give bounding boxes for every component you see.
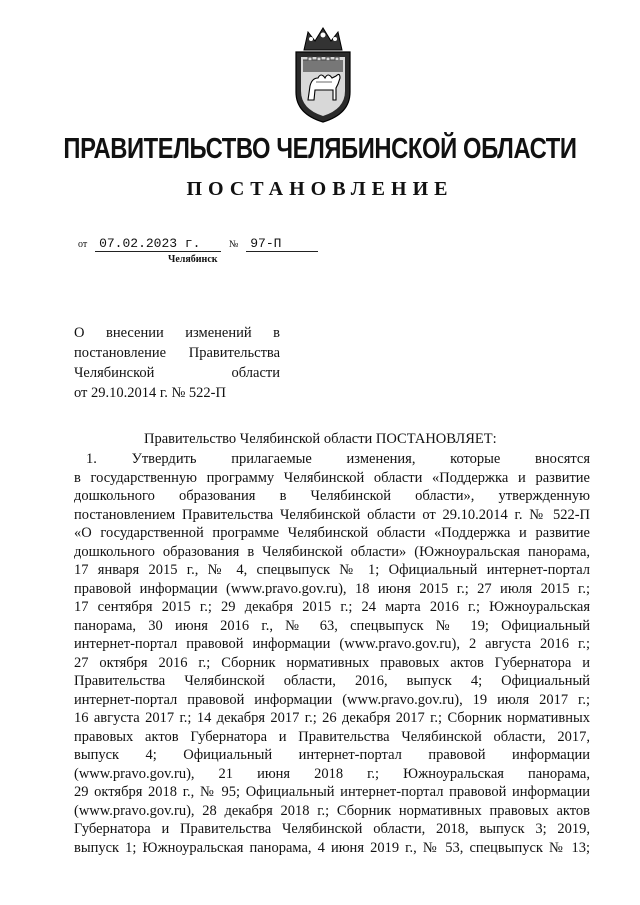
body-line: 17 января 2015 г., № 4, спецвыпуск № 1; Официальный интернет-портал [74, 562, 590, 578]
body-line: 27 октября 2016 г.; Сборник нормативных правовых актов Губернатора и [74, 654, 590, 671]
document-city: Челябинск [168, 254, 218, 265]
body-line: (www.pravo.gov.ru), 28 декабря 2018 г.; Сборник нормативных правовых актов [74, 802, 590, 819]
issuing-authority-title: ПРАВИТЕЛЬСТВО ЧЕЛЯБИНСКОЙ ОБЛАСТИ [63, 133, 577, 165]
document-dateline [78, 236, 318, 252]
body-line: постановлением Правительства Челябинской области от 29.10.2014 г. № 522-П [74, 506, 590, 523]
body-line: (www.pravo.gov.ru), 21 июня 2018 г.; Южноуральская панорама, [74, 765, 590, 782]
body-line: Правительства Челябинской области, 2016, выпуск 4; Официальный [74, 673, 590, 689]
document-date: 07.02.2023 г. [95, 236, 221, 252]
body-line: 16 августа 2017 г.; 14 декабря 2017 г.; 26 декабря 2017 г.; Сборник нормативных [74, 710, 590, 726]
subject-line: Челябинской области [74, 365, 280, 381]
document-number: 97-П [246, 236, 318, 252]
body-line: дошкольного образования в Челябинской области» (Южноуральская панорама, [74, 543, 590, 560]
document-type-title: ПОСТАНОВЛЕНИЕ [186, 178, 454, 200]
body-line: дошкольного образования в Челябинской области», утвержденную [74, 488, 590, 504]
body-line: 17 сентября 2015 г.; 29 декабря 2015 г.; 24 марта 2016 г.; Южноуральская [74, 599, 590, 615]
body-line: выпуск 4; Официальный интернет-портал правовой информации [74, 747, 590, 763]
number-label: № [228, 239, 239, 250]
body-line: интернет-портал правовой информации (www.pravo.gov.ru), 19 июля 2017 г.; [74, 691, 590, 708]
subject-line: О внесении изменений в [74, 325, 280, 341]
body-line: правовых актов Губернатора и Правительства Челябинской области, 2017, [74, 728, 590, 745]
resolution-body [74, 450, 590, 857]
body-line: правовой информации (www.pravo.gov.ru), 18 июня 2015 г.; 27 июля 2015 г.; [74, 580, 590, 597]
date-from-label: от [78, 239, 88, 250]
body-line: выпуск 1; Южноуральская панорама, 4 июня 2019 г., № 53, спецвыпуск № 13; [74, 839, 590, 856]
body-line: панорама, 30 июня 2016 г., № 63, спецвыпуск № 19; Официальный [74, 617, 590, 634]
chelyabinsk-coat-of-arms-icon [290, 26, 356, 124]
document-subject [74, 323, 280, 403]
body-line: 29 октября 2018 г., № 95; Официальный интернет-портал правовой информации [74, 784, 590, 800]
subject-line: постановление Правительства [74, 345, 280, 361]
body-line: 1. Утвердить прилагаемые изменения, которые вносятся [86, 451, 590, 467]
body-line: Губернатора и Правительства Челябинской области, 2018, выпуск 3; 2019, [74, 821, 590, 837]
subject-line: от 29.10.2014 г. № 522-П [74, 385, 226, 401]
body-line: интернет-портал правовой информации (www.pravo.gov.ru), 2 августа 2016 г.; [74, 636, 590, 652]
resolution-preamble: Правительство Челябинской области ПОСТАНОВЛЯЕТ: [144, 431, 497, 447]
body-line: в государственную программу Челябинской области «Поддержка и развитие [74, 469, 590, 486]
body-line: «О государственной программе Челябинской области «Поддержка и развитие [74, 525, 590, 541]
